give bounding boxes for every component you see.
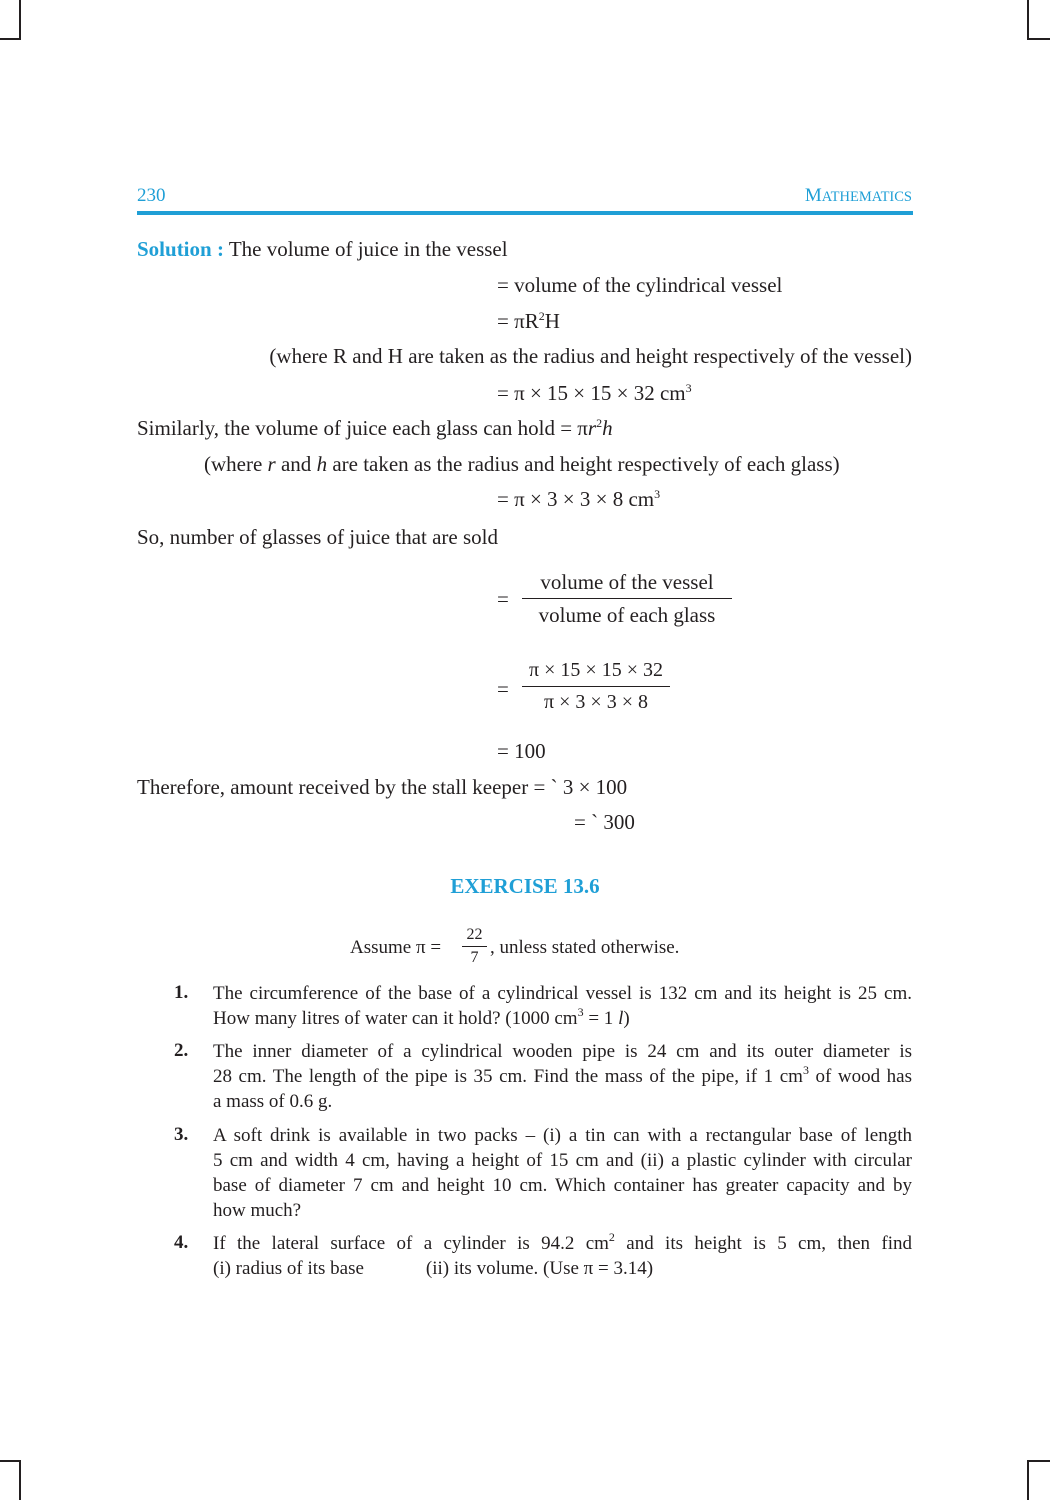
crop-mark-top-right-h <box>1027 38 1050 40</box>
question-1: The circumference of the base of a cylindrical vessel is 132 cm and its height is 25 cm. How many litres of water can it hold? (1000 $cm^3 = 1$ l) <box>213 983 912 1029</box>
fraction1-numerator: volume of the vessel <box>540 570 714 594</box>
crop-mark-top-left-h <box>0 38 21 40</box>
running-head <box>805 185 912 207</box>
fraction1-denominator: volume of each glass <box>538 603 716 627</box>
fraction2-numerator: π × 15 × 15 × 32 <box>529 659 663 681</box>
exercise-title: EXERCISE 13.6 <box>450 874 600 898</box>
fraction2 <box>522 659 670 714</box>
glasses-result: = 100 <box>497 739 546 763</box>
crop-mark-top-right <box>1027 0 1029 40</box>
fraction2-denominator: π × 3 × 3 × 8 <box>544 691 648 713</box>
question-3: A soft drink is available in two packs – (i) a tin can with a rectangular base of length 5 cm and width 4 cm, having a height of 15 cm and (ii) a plastic cylinder with circular base of diameter 7 cm and height 10 cm. Which container has greater capacity and by how much? <box>213 1125 912 1221</box>
vessel-note: (where R and H are taken as the radius and height respectively of the vessel) <box>269 344 912 368</box>
crop-mark-bottom-left-h <box>0 1460 21 1462</box>
fraction1-equals: = <box>497 587 509 611</box>
running-head-rest: ATHEMATICS <box>821 189 912 205</box>
glass-note: (where r and h are taken as the radius and height respectively of each glass) <box>204 452 840 476</box>
amount-line: Therefore, amount received by the stall keeper = ` 3 × 100 <box>137 775 628 799</box>
fraction2-equals: = <box>497 677 509 701</box>
crop-mark-bottom-right-h <box>1027 1460 1050 1462</box>
assume-fraction: 22 7 <box>462 925 487 967</box>
glasses-count-line: So, number of glasses of juice that are sold <box>137 525 498 549</box>
assume-pi-line: Assume π = <box>350 937 442 958</box>
solution-step2: = $\pi R^2H$ <box>497 309 560 333</box>
header-rule <box>137 211 913 215</box>
crop-mark-top-left <box>19 0 21 40</box>
assume-suffix: , unless stated otherwise. <box>490 937 680 958</box>
question-4: If the lateral surface of a cylinder is 94.2 $cm^2$ and its height is 5 cm, then find (i) radius of its base (ii) its volume. (Use π = 3.14) <box>213 1230 912 1279</box>
question-number-2: 2. <box>174 1040 189 1061</box>
fraction1 <box>522 570 732 627</box>
amount-result: = ` 300 <box>574 810 635 834</box>
glass-volume-line: Similarly, the volume of juice each glass can hold = $\pi r^2h$ <box>137 416 613 440</box>
question-number-1: 1. <box>174 982 189 1003</box>
solution-step4: = π × 3 × 3 × 8 $cm^3$ <box>497 487 661 511</box>
question-2: The inner diameter of a cylindrical wooden pipe is 24 cm and its outer diameter is 28 cm. The length of the pipe is 35 cm. Find the mass of the pipe, if 1 $cm^3$ of wood has a mass of 0.6 g. <box>213 1041 912 1112</box>
question-number-4: 4. <box>174 1232 189 1253</box>
solution-intro <box>137 237 508 261</box>
running-head-initial: M <box>804 185 822 206</box>
crop-mark-bottom-left <box>19 1460 21 1500</box>
solution-step1: = volume of the cylindrical vessel <box>497 273 783 297</box>
solution-label: Solution : <box>137 237 224 261</box>
page-number: 230 <box>137 185 166 206</box>
solution-step3: = π × 15 × 15 × 32 $cm^3$ <box>497 381 692 405</box>
solution-intro-text: The volume of juice in the vessel <box>228 237 508 261</box>
crop-mark-bottom-right <box>1027 1460 1029 1500</box>
question-number-3: 3. <box>174 1124 189 1145</box>
